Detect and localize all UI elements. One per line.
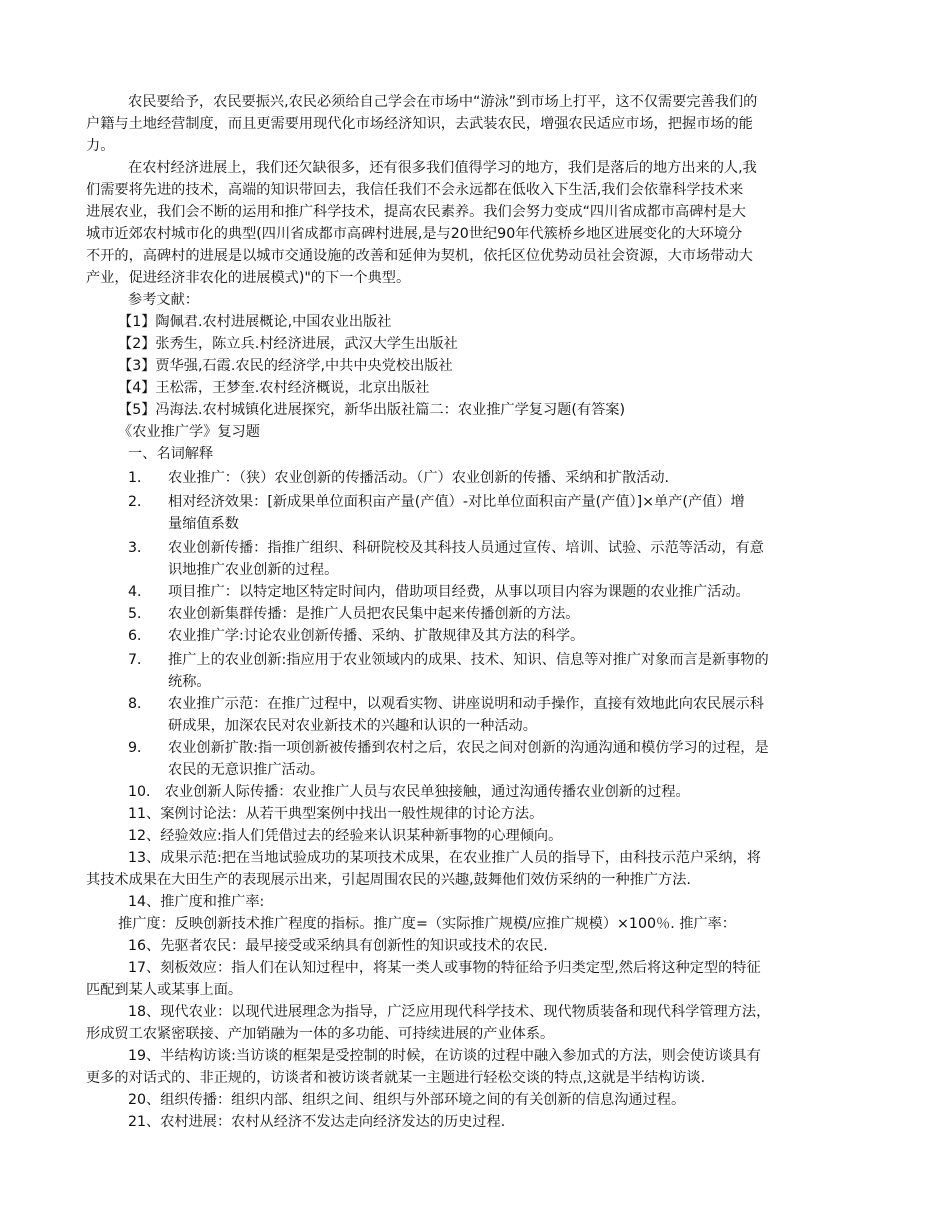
paragraph-line: 力。	[86, 138, 115, 154]
definition-item: 21、农村进展：农村从经济不发达走向经济发达的历史过程.	[128, 1114, 506, 1130]
definition-line: 农业推广学:讨论农业创新传播、采纳、扩散规律及其方法的科学。	[168, 628, 585, 644]
definition-line: 农业创新集群传播：是推广人员把农民集中起来传播创新的方法。	[168, 606, 580, 622]
definition-item: 20、组织传播：组织内部、组织之间、组织与外部环境之间的有关创新的信息沟通过程。	[128, 1092, 686, 1108]
reference-item: 【1】陶佩君.农村进展概论,中国农业出版社	[118, 314, 392, 330]
item-number: 3．	[128, 540, 152, 556]
item-number: 5．	[128, 606, 152, 622]
section-title: 一、名词解释	[128, 446, 214, 462]
paragraph-line: 城市近郊农村城市化的典型(四川省成都市高碑村进展,是与20世纪90年代簇桥乡地区进展变化的大环境分	[86, 226, 743, 242]
item-number: 2．	[128, 494, 152, 510]
item-number: 4．	[128, 584, 152, 600]
definition-item: 其技术成果在大田生产的表现展示出来，引起周围农民的兴趣,鼓舞他们效仿采纳的一种推广方法.	[86, 872, 691, 888]
definition-item: 17、刻板效应：指人们在认知过程中，将某一类人或事物的特征给予归类定型,然后将这种定型的特征	[128, 960, 761, 976]
paragraph-line: 在农村经济进展上，我们还欠缺很多，还有很多我们值得学习的地方，我们是落后的地方出来的人,我	[128, 160, 757, 176]
definition-line: 农业推广示范：在推广过程中，以观看实物、讲座说明和动手操作，直接有效地此向农民展示科	[168, 696, 764, 712]
definition-item: 18、现代农业：以现代进展理念为指导，广泛应用现代科学技术、现代物质装备和现代科学管理方法，	[128, 1004, 771, 1020]
definition-line: 农业创新扩散:指一项创新被传播到农村之后，农民之间对创新的沟通沟通和模仿学习的过程，是	[168, 740, 769, 756]
definition-item: 12、经验效应:指人们凭借过去的经验来认识某种新事物的心理倾向。	[128, 828, 563, 844]
definition-line: 推广上的农业创新:指应用于农业领域内的成果、技术、知识、信息等对推广对象而言是新事物的	[168, 652, 769, 668]
definition-item: 11、案例讨论法：从若干典型案例中找出一般性规律的讨论方法。	[128, 806, 544, 822]
definition-line: 农业推广：（狭）农业创新的传播活动。（广）农业创新的传播、采纳和扩散活动.	[168, 470, 670, 486]
paragraph-line: 不开的，高碑村的进展是以城市交通设施的改善和延伸为契机，依托区位优势动员社会资源，大市场带动大	[86, 248, 753, 264]
reference-item: 【3】贾华强,石霞.农民的经济学,中共中央党校出版社	[118, 358, 453, 374]
review-title: 《农业推广学》复习题	[118, 424, 260, 440]
definition-item: 13、成果示范:把在当地试验成功的某项技术成果，在农业推广人员的指导下，由科技示范户采纳，将	[128, 850, 761, 866]
item-number: 1．	[128, 470, 152, 486]
definition-line: 识地推广农业创新的过程。	[168, 562, 339, 578]
reference-item: 【4】王松霈，王梦奎.农村经济概说，北京出版社	[118, 380, 430, 396]
item-number: 8．	[128, 696, 152, 712]
definition-line: 农业创新传播：指推广组织、科研院校及其科技人员通过宣传、培训、试验、示范等活动，有意	[168, 540, 764, 556]
reference-item: 【5】冯海法.农村城镇化进展探究，新华出版社篇二：农业推广学复习题(有答案)	[118, 402, 625, 418]
paragraph-line: 农民要给予，农民要振兴,农民必须给自己学会在市场中“游泳”到市场上打平，这不仅需要完善我们的	[128, 94, 758, 110]
paragraph-line: 们需要将先进的技术，高端的知识带回去，我信任我们不会永远都在低收入下生活,我们会依靠科学技术来	[86, 182, 744, 198]
definition-line: 农民的无意识推广活动。	[168, 762, 325, 778]
definition-line: 统称。	[168, 674, 211, 690]
definition-item: 10． 农业创新人际传播：农业推广人员与农民单独接触，通过沟通传播农业创新的过程。	[128, 784, 690, 800]
definition-line: 量缩值系数	[168, 516, 239, 532]
item-number: 6．	[128, 628, 152, 644]
definition-item: 推广度：反映创新技术推广程度的指标。推广度=（实际推广规模/应推广规模）×100％. 推广率：	[118, 916, 736, 932]
definition-line: 相对经济效果：[新成果单位面积亩产量(产值）-对比单位面积亩产量(产值）]×单产(产值）增	[168, 494, 745, 510]
item-number: 9．	[128, 740, 152, 756]
definition-item: 更多的对话式的、非正规的，访谈者和被访谈者就某一主题进行轻松交谈的特点,这就是半结构访谈.	[86, 1070, 706, 1086]
paragraph-line: 产业，促进经济非农化的进展模式)"的下一个典型。	[86, 270, 411, 286]
item-number: 7．	[128, 652, 152, 668]
paragraph-line: 进展农业，我们会不断的运用和推广科学技术，提高农民素养。我们会努力变成“四川省成都市高碑村是大	[86, 204, 746, 220]
definition-item: 形成贸工农紧密联接、产加销融为一体的多功能、可持续进展的产业体系。	[86, 1026, 555, 1042]
definition-item: 16、先驱者农民：最早接受或采纳具有创新性的知识或技术的农民.	[128, 938, 548, 954]
definition-item: 19、半结构访谈:当访谈的框架是受控制的时候，在访谈的过程中融入参加式的方法，则会使访谈具有	[128, 1048, 761, 1064]
references-title: 参考文献：	[128, 292, 199, 308]
definition-line: 研成果，加深农民对农业新技术的兴趣和认识的一种活动。	[168, 718, 537, 734]
definition-item: 匹配到某人或某事上面。	[86, 982, 243, 998]
paragraph-line: 户籍与土地经营制度，而且更需要用现代化市场经济知识，去武装农民，增强农民适应市场，把握市场的能	[86, 116, 753, 132]
definition-line: 项目推广：以特定地区特定时间内，借助项目经费，从事以项目内容为课题的农业推广活动。	[168, 584, 750, 600]
reference-item: 【2】张秀生，陈立兵.村经济进展，武汉大学生出版社	[118, 336, 458, 352]
definition-item: 14、推广度和推广率:	[128, 894, 265, 910]
